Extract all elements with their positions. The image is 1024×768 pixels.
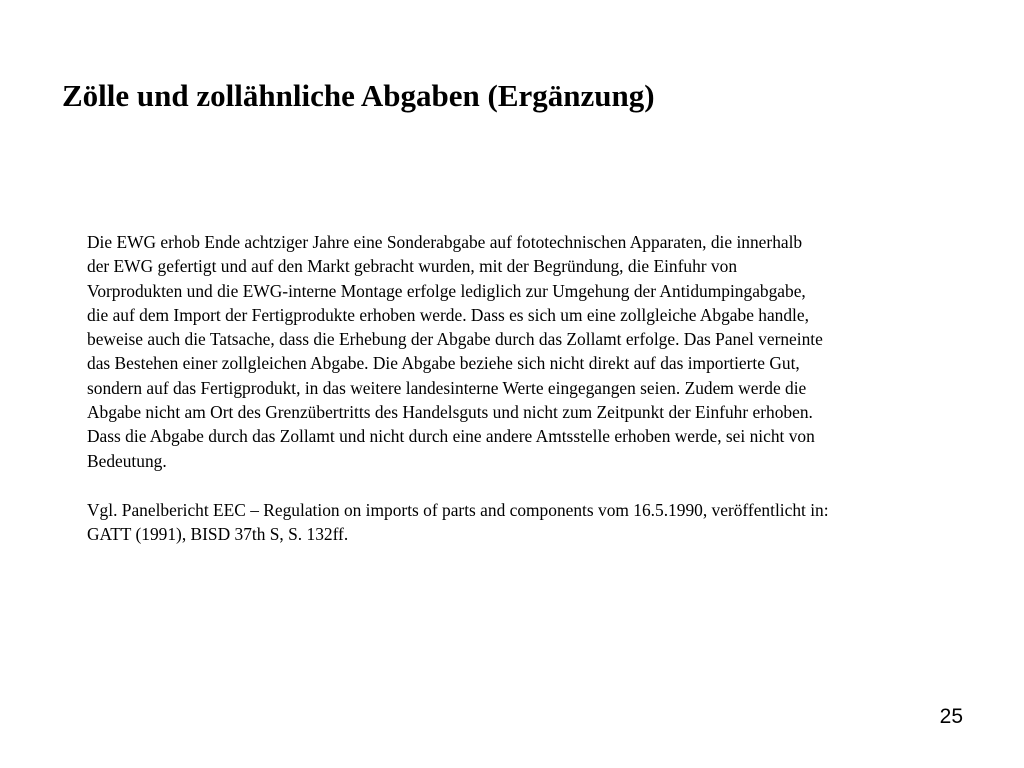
page-number: 25 (939, 705, 963, 728)
paragraph-line: Abgabe nicht am Ort des Grenzübertritts des Handelsguts und nicht zum Zeitpunkt der Einfuhr erhoben. (87, 402, 813, 423)
paragraph-line: das Bestehen einer zollgleichen Abgabe. Die Abgabe beziehe sich nicht direkt auf das importierte Gut, (87, 353, 800, 374)
paragraph-line: beweise auch die Tatsache, dass die Erhebung der Abgabe durch das Zollamt erfolge. Das Panel verneinte (87, 329, 823, 350)
reference-line: GATT (1991), BISD 37th S, S. 132ff. (87, 524, 349, 545)
paragraph-line: Die EWG erhob Ende achtziger Jahre eine Sonderabgabe auf fototechnischen Apparaten, die innerhalb (87, 232, 803, 252)
paragraph-line: Vorprodukten und die EWG-interne Montage erfolge lediglich zur Umgehung der Antidumpingabgabe, (87, 280, 806, 301)
main-paragraph (87, 230, 947, 473)
paragraph-line: die auf dem Import der Fertigprodukte erhoben werde. Dass es sich um eine zollgleiche Abgabe handle, (87, 304, 809, 325)
paragraph-line: Bedeutung. (87, 450, 167, 471)
paragraph-line: der EWG gefertigt und auf den Markt gebracht wurden, mit der Begründung, die Einfuhr von (87, 256, 738, 277)
slide-body (87, 230, 947, 547)
paragraph-line: Dass die Abgabe durch das Zollamt und nicht durch eine andere Amtsstelle erhoben werde, sei nicht von (87, 426, 815, 447)
slide-title: Zölle und zollähnliche Abgaben (Ergänzung) (62, 78, 655, 113)
reference-line: Vgl. Panelbericht EEC – Regulation on imports of parts and components vom 16.5.1990, veröffentlicht in: (87, 499, 829, 520)
reference-paragraph (87, 498, 947, 547)
paragraph-line: sondern auf das Fertigprodukt, in das weitere landesinterne Werte eingegangen seien. Zudem werde die (87, 377, 807, 398)
paragraph-spacer (87, 473, 947, 498)
